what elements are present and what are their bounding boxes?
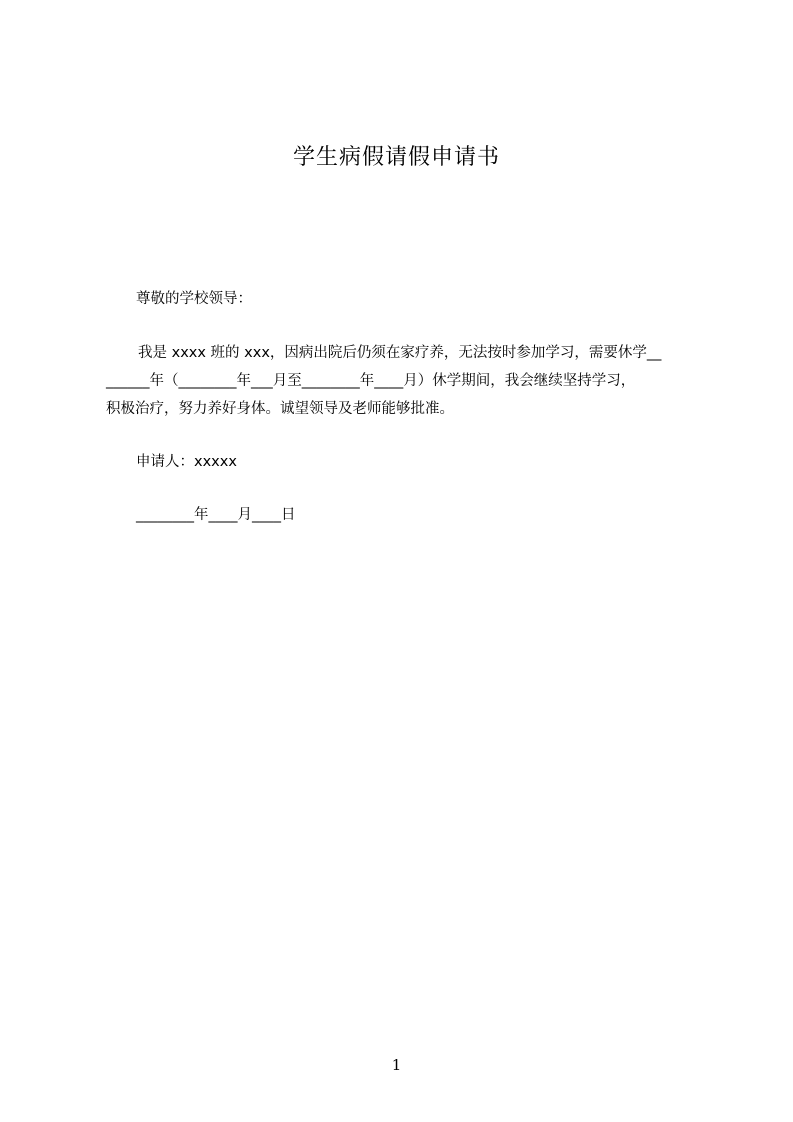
page-number: 1 — [391, 1056, 402, 1074]
body-paragraph-line-3: 积极治疗，努力养好身体。诚望领导及老师能够批准。 — [106, 401, 454, 417]
date-fill-line: ________年____月____日 — [136, 507, 296, 523]
body-paragraph-line-1: 我是 xxxx 班的 xxx，因病出院后仍须在家疗养，无法按时参加学习，需要休学__ — [138, 345, 662, 361]
salutation: 尊敬的学校领导： — [136, 291, 252, 307]
document-title: 学生病假请假申请书 — [292, 145, 500, 170]
applicant-signature-line: 申请人：xxxxx — [136, 454, 237, 470]
body-paragraph-line-2: ______年（________年___月至________年____月）休学期间，我会继续坚持学习， — [106, 373, 636, 389]
